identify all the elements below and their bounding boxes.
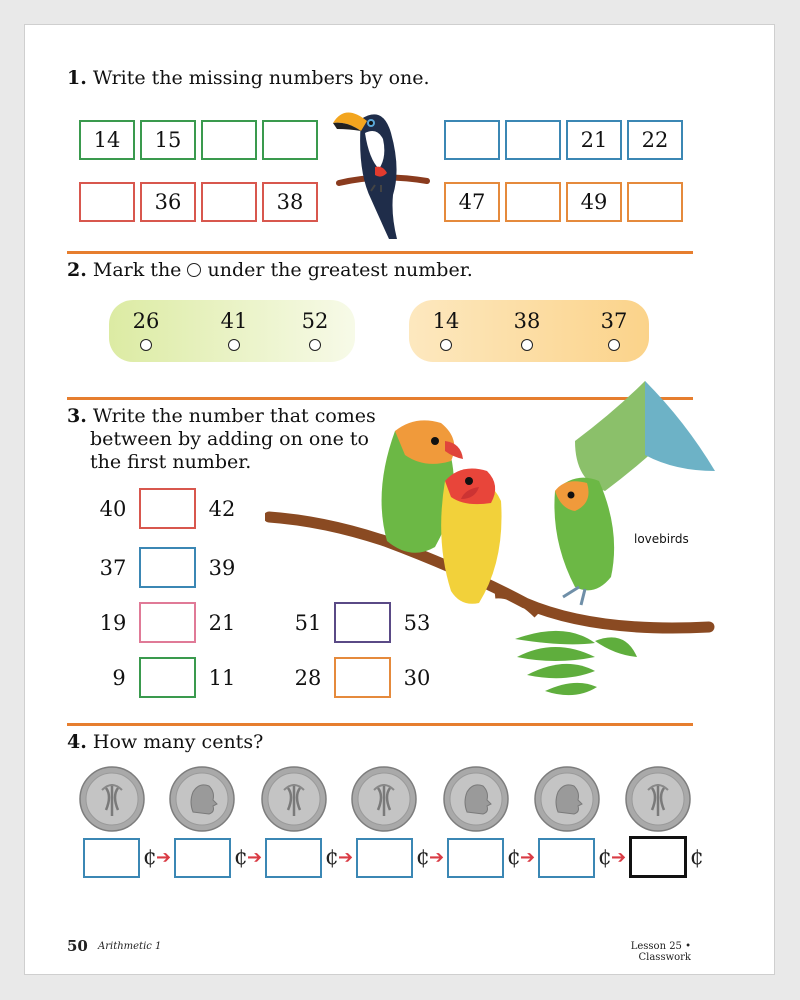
- cents-total-box[interactable]: [629, 836, 687, 878]
- cent-sign: ¢: [598, 845, 612, 870]
- question-3: 3. Write the number that comes between by adding on one to the first number.: [67, 405, 376, 473]
- arrow-right-icon: ➔: [338, 847, 354, 868]
- arrow-right-icon: ➔: [611, 847, 627, 868]
- arrow-right-icon: ➔: [520, 847, 536, 868]
- lovebirds-label: lovebirds: [634, 532, 689, 546]
- q1-box[interactable]: 22: [627, 120, 683, 160]
- sequence-number: 53: [403, 611, 431, 635]
- cent-sign: ¢: [143, 845, 157, 870]
- cent-sign: ¢: [234, 845, 248, 870]
- cent-sign: ¢: [416, 845, 430, 870]
- lovebirds-illustration: [265, 371, 715, 721]
- q3-answer-box[interactable]: [139, 602, 196, 643]
- question-1-text: Write the missing numbers by one.: [92, 67, 430, 89]
- sequence-number: 37: [99, 556, 127, 580]
- q3-answer-box[interactable]: [139, 547, 196, 588]
- q1-box[interactable]: 47: [444, 182, 500, 222]
- dime-front-icon: [169, 766, 235, 832]
- dime-front-icon: [534, 766, 600, 832]
- sequence-number: 9: [112, 666, 126, 690]
- sequence-number: 19: [99, 611, 127, 635]
- q1-box[interactable]: 49: [566, 182, 622, 222]
- sequence-number: 42: [208, 497, 236, 521]
- sequence-number: 40: [99, 497, 127, 521]
- question-2: 2. Mark the under the greatest number.: [67, 259, 473, 281]
- q1-box[interactable]: 21: [566, 120, 622, 160]
- q1-box[interactable]: [262, 120, 318, 160]
- cent-sign: ¢: [325, 845, 339, 870]
- dime-back-icon: [351, 766, 417, 832]
- cent-sign: ¢: [690, 845, 704, 870]
- question-4: 4. How many cents?: [67, 731, 264, 753]
- answer-circle[interactable]: [608, 339, 620, 351]
- answer-circle[interactable]: [140, 339, 152, 351]
- arrow-right-icon: ➔: [156, 847, 172, 868]
- sequence-number: 28: [294, 666, 322, 690]
- q1-box[interactable]: 15: [140, 120, 196, 160]
- compare-number: 52: [301, 309, 329, 333]
- q1-box[interactable]: 14: [79, 120, 135, 160]
- dime-back-icon: [79, 766, 145, 832]
- compare-number: 38: [513, 309, 541, 333]
- q3-answer-box[interactable]: [334, 602, 391, 643]
- cents-answer-box[interactable]: [356, 838, 413, 878]
- cents-answer-box[interactable]: [174, 838, 231, 878]
- q1-box[interactable]: [201, 182, 257, 222]
- sequence-number: 51: [294, 611, 322, 635]
- q1-box[interactable]: 36: [140, 182, 196, 222]
- dime-back-icon: [261, 766, 327, 832]
- lesson-label: Lesson 25 • Classwork: [630, 941, 691, 963]
- cent-sign: ¢: [507, 845, 521, 870]
- sequence-number: 21: [208, 611, 236, 635]
- q1-box[interactable]: [79, 182, 135, 222]
- toucan-illustration: [331, 99, 431, 243]
- circle-icon: [187, 263, 201, 277]
- q1-box[interactable]: [201, 120, 257, 160]
- q1-box[interactable]: [627, 182, 683, 222]
- answer-circle[interactable]: [440, 339, 452, 351]
- arrow-right-icon: ➔: [247, 847, 263, 868]
- compare-number: 41: [220, 309, 248, 333]
- q1-box[interactable]: [444, 120, 500, 160]
- q3-answer-box[interactable]: [139, 488, 196, 529]
- answer-circle[interactable]: [309, 339, 321, 351]
- compare-number: 37: [600, 309, 628, 333]
- question-1: 1. Write the missing numbers by one.: [67, 67, 430, 89]
- section-divider: [67, 723, 693, 726]
- q1-box[interactable]: [505, 182, 561, 222]
- section-divider: [67, 251, 693, 254]
- answer-circle[interactable]: [521, 339, 533, 351]
- q1-box[interactable]: 38: [262, 182, 318, 222]
- dime-front-icon: [443, 766, 509, 832]
- sequence-number: 11: [208, 666, 236, 690]
- cents-answer-box[interactable]: [265, 838, 322, 878]
- sequence-number: 39: [208, 556, 236, 580]
- worksheet-page: [24, 24, 775, 975]
- compare-number: 14: [432, 309, 460, 333]
- book-title: Arithmetic 1: [98, 941, 162, 952]
- cents-answer-box[interactable]: [447, 838, 504, 878]
- cents-answer-box[interactable]: [83, 838, 140, 878]
- compare-number: 26: [132, 309, 160, 333]
- page-number: 50: [67, 937, 88, 955]
- answer-circle[interactable]: [228, 339, 240, 351]
- cents-answer-box[interactable]: [538, 838, 595, 878]
- q1-box[interactable]: [505, 120, 561, 160]
- q3-answer-box[interactable]: [334, 657, 391, 698]
- q3-answer-box[interactable]: [139, 657, 196, 698]
- sequence-number: 30: [403, 666, 431, 690]
- arrow-right-icon: ➔: [429, 847, 445, 868]
- dime-back-icon: [625, 766, 691, 832]
